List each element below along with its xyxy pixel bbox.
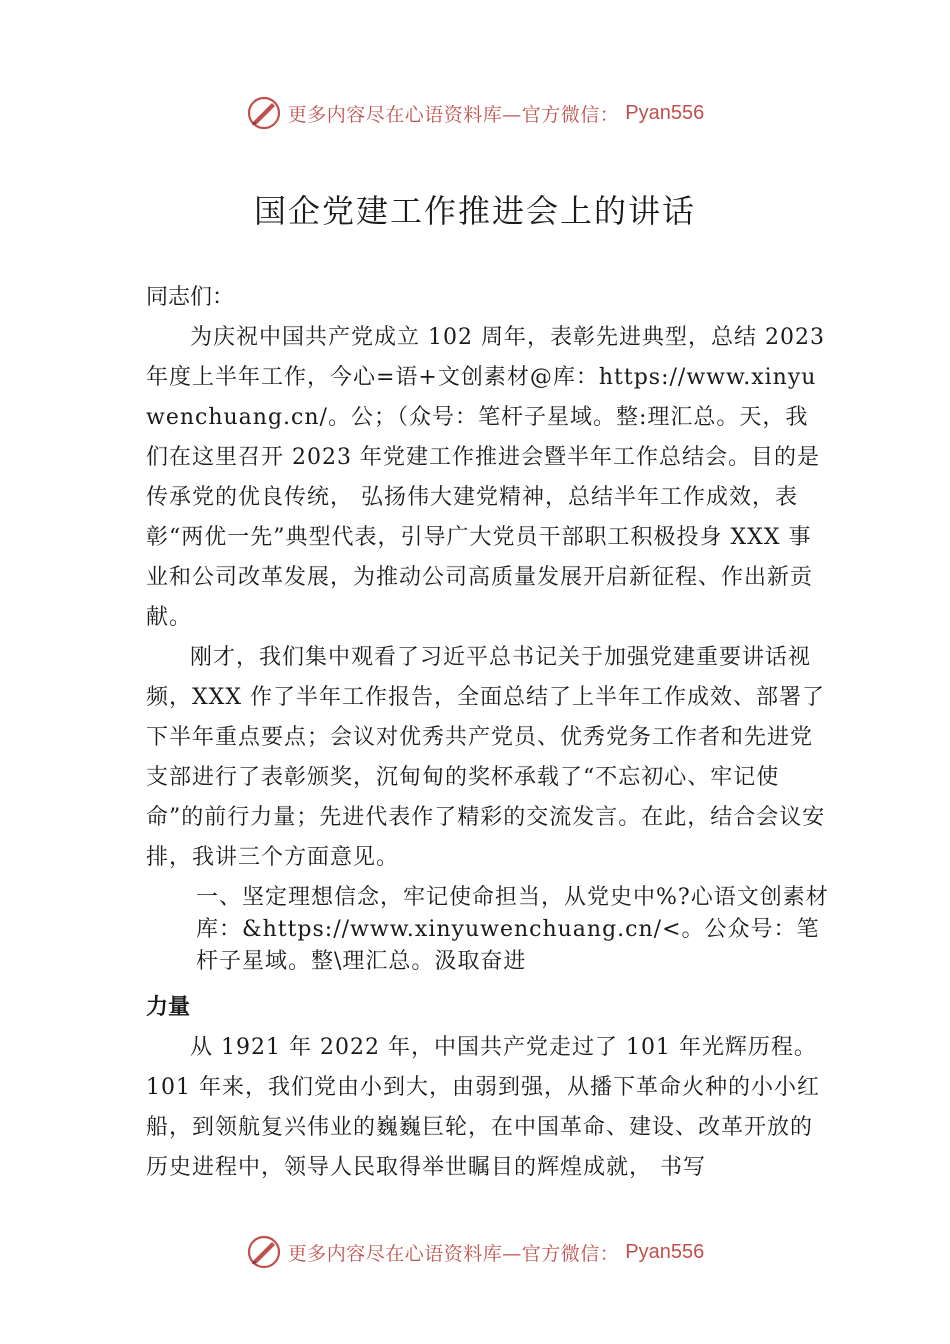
paragraph-1 [146,318,831,638]
paragraph-text: 从 1921 年 2022 年，中国共产党走过了 101 年光辉历程。101 年来，我们党由小到大，由弱到强，从播下革命火种的小小红船，到领航复兴伟业的巍巍巨轮，在中国革命、建设、改革开放的历史进程中，领导人民取得举世瞩目的辉煌成就， 书写 [146,1035,820,1180]
paragraph-text: 刚才，我们集中观看了习近平总书记关于加强党建重要讲话视频，XXX 作了半年工作报告，全面总结了上半年工作成效、部署了下半年重点要点；会议对优秀共产党员、优秀党务工作者和先进党支部进行了表彰颁奖，沉甸甸的奖杯承载了“不忘初心、牢记使命”的前行力量；先进代表作了精彩的交流发言。在此，结合会议安排，我讲三个方面意见。 [146,645,826,870]
section-heading-1-tail: 力量 [146,995,191,1020]
banner-wechat-id: Pyan556 [625,101,705,124]
section-heading-1: 一、坚定理想信念，牢记使命担当，从党史中%?心语文创素材库：&https://www.xinyuwenchuang.cn/<。公众号：笔杆子星域。整\理汇总。汲取奋进 [196,885,829,974]
banner-wechat-id: Pyan556 [625,1240,705,1263]
banner-text: 更多内容尽在心语资料库—官方微信： [287,103,620,126]
banner-text: 更多内容尽在心语资料库—官方微信： [287,1242,620,1265]
header-banner [0,95,950,131]
pen-logo-icon [246,95,282,131]
paragraph-text: 为庆祝中国共产党成立 102 周年，表彰先进典型，总结 2023 年度上半年工作，今心=语+文创素材@库：https://www.xinyuwenchuang.cn/。公；（众号：笔杆子星域。整:理汇总。天，我们在这里召开 2023 年党建工作推进会暨半年工作总结会。目的是传承党的优良传统， 弘扬伟大建党精神，总结半年工作成效，表彰“两优一先”典型代表，引导广大党员干部职工积极投身 XXX 事业和公司改革发展，为推动公司高质量发展开启新征程、作出新贡献。 [146,325,825,630]
document-title: 国企党建工作推进会上的讲话 [253,192,696,230]
footer-banner [0,1234,950,1270]
paragraph-3 [146,1028,831,1188]
paragraph-2 [146,638,831,878]
pen-logo-icon [246,1234,282,1270]
greeting: 同志们： [146,285,235,310]
